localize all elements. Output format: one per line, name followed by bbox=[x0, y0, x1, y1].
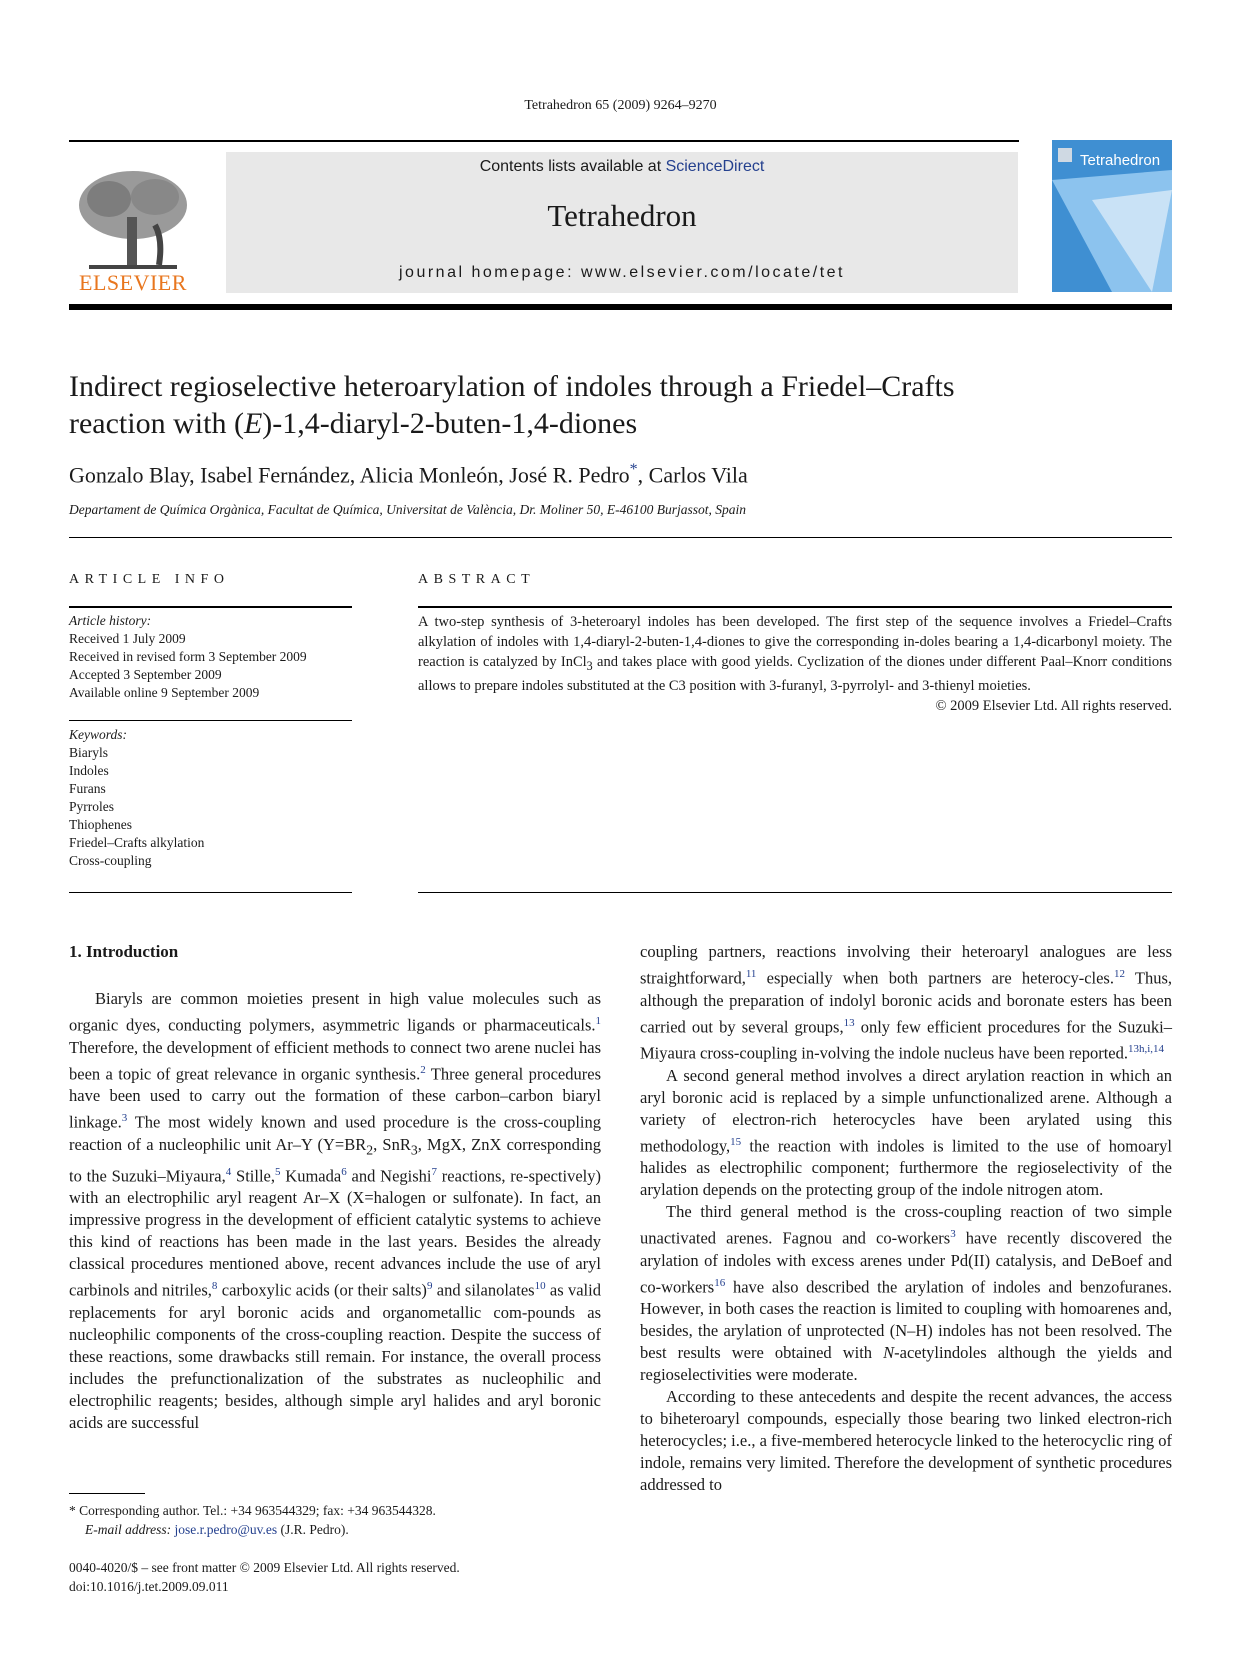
abstract-rule bbox=[418, 606, 1172, 608]
footnote-text: Corresponding author. Tel.: +34 963544329; fax: +34 963544328. bbox=[75, 1503, 436, 1518]
text: the reaction with indoles is limited to the use of homoaryl halides as electrophilic component; furthermore the regioselectivity of the arylation depends on the protecting group of the indole nitrogen atom. bbox=[640, 1136, 1172, 1199]
text: only few efficient procedures for the Suzuki–Miyaura cross-coupling in-volving the indole nucleus have been reported. bbox=[640, 1017, 1172, 1063]
doi: doi:10.1016/j.tet.2009.09.011 bbox=[69, 1579, 229, 1594]
history-rule bbox=[69, 720, 352, 721]
paragraph bbox=[69, 988, 601, 1434]
keywords-label: Keywords: bbox=[69, 727, 127, 742]
paragraph: According to these antecedents and despite the recent advances, the access to biheteroaryl compounds, especially those bearing two linked electron-rich heterocycles; i.e., a five-membered heterocycle linked to the heterocyclic ring of indole, remains very limited. Therefore the development of synthetic procedures addressed to bbox=[640, 1387, 1172, 1494]
article-info-heading: ARTICLE INFO bbox=[69, 572, 230, 587]
text: reactions, re-spectively) with an electrophilic aryl reagent Ar–X (X=halogen or sulfonate). In fact, an impressive progress in the development of efficient catalytic systems to achieve this kind of reactions has been made in the last years. Besides the already classical procedures mentioned above, recent advances include the use of aryl carbinols and nitriles, bbox=[69, 1166, 601, 1300]
text: as valid replacements for aryl boronic acids and organometallic com-pounds as nucleophilic components of the cross-coupling reaction. Despite the success of these reactions, some drawbacks still remain. For instance, the overall process includes the prefunctionalization of the substrates as nucleophilic and electrophilic reagents; besides, although simple aryl halides and aryl boronic acids are successful bbox=[69, 1280, 601, 1432]
authors-text: Gonzalo Blay, Isabel Fernández, Alicia Monleón, José R. Pedro bbox=[69, 462, 630, 488]
reference-link[interactable]: 16 bbox=[714, 1276, 726, 1289]
affiliation: Departament de Química Orgànica, Facultat de Química, Universitat de València, Dr. Moliner 50, E-46100 Burjassot, Spain bbox=[69, 502, 747, 517]
journal-homepage-link[interactable]: journal homepage: www.elsevier.com/locate/tet bbox=[398, 264, 845, 281]
reference-link[interactable]: 3 bbox=[950, 1228, 956, 1240]
italic-text: N bbox=[883, 1343, 895, 1362]
subscript: 3 bbox=[586, 658, 593, 673]
reference-link[interactable]: 13h,i,14 bbox=[1127, 1043, 1165, 1055]
title-part: )-1,4-diaryl-2-buten-1,4-diones bbox=[262, 407, 638, 440]
text: The most widely known and used procedure is the cross-coupling reaction of a nucleophilic unit Ar–Y (Y=BR bbox=[69, 1112, 601, 1154]
keywords-rule bbox=[69, 892, 352, 893]
history-item: Available online 9 September 2009 bbox=[69, 685, 260, 700]
text: have recently discovered the arylation of indoles with excess arenes under Pd(II) catalysis, and DeBoef and co-workers bbox=[640, 1228, 1172, 1296]
text: The third general method is the cross-coupling reaction of two simple unactivated arenes. Fagnou and co-workers bbox=[640, 1202, 1172, 1248]
header-thick-rule bbox=[69, 304, 1172, 310]
footnote-marker: * bbox=[69, 1503, 76, 1518]
title-italic: E bbox=[243, 407, 263, 440]
article-history bbox=[69, 612, 307, 702]
reference-link[interactable]: 1 bbox=[595, 1015, 601, 1027]
reference-link[interactable]: 2 bbox=[420, 1063, 426, 1076]
reference-link[interactable]: 6 bbox=[341, 1165, 347, 1178]
keyword: Indoles bbox=[69, 763, 109, 778]
email-label: E-mail address: bbox=[85, 1522, 175, 1537]
title-part: reaction with ( bbox=[69, 407, 244, 440]
keyword: Thiophenes bbox=[69, 817, 132, 832]
paragraph bbox=[640, 1065, 1172, 1202]
text: have also described the arylation of indoles and benzofuranes. However, in both cases the reaction is limited to coupling with homoarenes and, besides, the arylation of unprotected (N–H) indoles has not been resolved. The best results were obtained with bbox=[640, 1277, 1172, 1362]
text: especially when both partners are heterocy-cles. bbox=[756, 968, 1114, 988]
text: coupling partners, reactions involving their heteroaryl analogues are less straightforward, bbox=[640, 942, 1172, 988]
keyword: Pyrroles bbox=[69, 799, 114, 814]
reference-link[interactable]: 4 bbox=[225, 1165, 232, 1178]
title-line-1: Indirect regioselective heteroarylation of indoles through a Friedel–Crafts bbox=[69, 370, 955, 403]
history-item: Received in revised form 3 September 2009 bbox=[69, 649, 307, 664]
subscript: 2 bbox=[366, 1141, 374, 1157]
text: Biaryls are common moieties present in high value molecules such as organic dyes, conducting polymers, asymmetric ligands or pharmaceuticals. bbox=[69, 989, 601, 1035]
contents-line bbox=[226, 158, 1018, 176]
email-suffix: (J.R. Pedro). bbox=[277, 1522, 349, 1537]
cover-title: Tetrahedron bbox=[1080, 152, 1161, 169]
article-info-rule bbox=[69, 606, 352, 608]
title-line-2 bbox=[69, 405, 1169, 442]
body-column-right bbox=[640, 941, 1172, 1496]
email-link[interactable]: jose.r.pedro@uv.es bbox=[174, 1522, 278, 1537]
reference-link[interactable]: 3 bbox=[121, 1112, 128, 1124]
reference-link[interactable]: 13 bbox=[843, 1016, 855, 1029]
authors-text: , Carlos Vila bbox=[637, 462, 748, 488]
text: A second general method involves a direct arylation reaction in which an aryl boronic acid is replaced by a simple unfunctionalized arene. Although a variety of electron-rich heterocycles have been arylated using this methodology, bbox=[640, 1065, 1172, 1155]
history-label: Article history: bbox=[69, 613, 152, 628]
elsevier-wordmark: ELSEVIER bbox=[79, 270, 187, 295]
journal-title: Tetrahedron bbox=[547, 198, 697, 233]
reference-link[interactable]: 8 bbox=[211, 1280, 218, 1293]
text: and Negishi bbox=[346, 1166, 432, 1186]
reference-link[interactable]: 11 bbox=[745, 968, 757, 980]
author-list bbox=[69, 461, 748, 488]
text: Kumada bbox=[280, 1166, 342, 1186]
front-matter bbox=[69, 1558, 460, 1596]
contents-prefix: Contents lists available at bbox=[479, 158, 666, 175]
footnote bbox=[69, 1501, 609, 1539]
text: Stille, bbox=[231, 1166, 275, 1186]
text: carboxylic acids (or their salts) bbox=[217, 1280, 427, 1300]
body-column-left bbox=[69, 988, 601, 1434]
abstract-body bbox=[418, 612, 1172, 716]
sciencedirect-link[interactable]: ScienceDirect bbox=[665, 158, 765, 175]
keywords bbox=[69, 726, 204, 870]
abstract-text: and takes place with good yields. Cyclization of the diones under different Paal–Knorr conditions allows to prepare indoles substituted at the C3 position with 3-furanyl, 3-pyrrolyl- and 3-thienyl moieties. bbox=[418, 654, 1172, 694]
keyword: Biaryls bbox=[69, 745, 108, 760]
corresponding-author-marker[interactable]: * bbox=[629, 461, 638, 478]
text: , SnR bbox=[373, 1134, 411, 1154]
keyword: Friedel–Crafts alkylation bbox=[69, 835, 205, 850]
abstract-text: A two-step synthesis of 3-heteroaryl indoles has been developed. The first step of the sequence involves a Friedel–Crafts alkylation of indoles with 1,4-diaryl-2-buten-1,4-diones to give the corresponding in-doles bearing a 1,4-dicarbonyl moiety. The reaction is catalyzed by InCl bbox=[418, 614, 1172, 670]
text: and silanolates bbox=[432, 1280, 535, 1300]
reference-link[interactable]: 7 bbox=[431, 1165, 437, 1178]
text: , MgX, ZnX corresponding to the Suzuki–Miyaura, bbox=[69, 1134, 601, 1186]
header-rule bbox=[69, 140, 1019, 142]
affiliation-rule bbox=[69, 537, 1172, 538]
article-title bbox=[69, 368, 1169, 442]
paragraph bbox=[640, 941, 1172, 1065]
text: -acetylindoles although the yields and regioselectivities were moderate. bbox=[640, 1343, 1172, 1384]
reference-link[interactable]: 9 bbox=[426, 1280, 433, 1293]
text: Three general procedures have been used to carry out the formation of these carbon–carbon biaryl linkage. bbox=[69, 1064, 601, 1132]
abstract-copyright: © 2009 Elsevier Ltd. All rights reserved. bbox=[935, 697, 1172, 714]
journal-citation: Tetrahedron 65 (2009) 9264–9270 bbox=[524, 98, 717, 113]
text: Thus, although the preparation of indolyl boronic acids and boronate esters has been carried out by several groups, bbox=[640, 968, 1173, 1036]
keyword: Cross-coupling bbox=[69, 853, 152, 868]
abstract-heading: ABSTRACT bbox=[418, 572, 536, 587]
keyword: Furans bbox=[69, 781, 106, 796]
section-heading: 1. Introduction bbox=[69, 942, 179, 961]
reference-link[interactable]: 15 bbox=[730, 1135, 742, 1148]
reference-link[interactable]: 5 bbox=[275, 1165, 281, 1178]
reference-link[interactable]: 12 bbox=[1113, 968, 1125, 980]
footnote-rule bbox=[69, 1493, 145, 1494]
history-item: Received 1 July 2009 bbox=[69, 631, 186, 646]
paragraph bbox=[640, 1201, 1172, 1386]
reference-link[interactable]: 10 bbox=[534, 1280, 546, 1293]
front-matter-text: 0040-4020/$ – see front matter © 2009 Elsevier Ltd. All rights reserved. bbox=[69, 1560, 460, 1575]
history-item: Accepted 3 September 2009 bbox=[69, 667, 222, 682]
journal-banner bbox=[226, 152, 1018, 293]
abstract-bottom-rule bbox=[418, 892, 1172, 893]
subscript: 3 bbox=[410, 1141, 418, 1157]
text: Therefore, the development of efficient methods to connect two arene nuclei has been a topic of great relevance in organic synthesis. bbox=[69, 1037, 601, 1083]
